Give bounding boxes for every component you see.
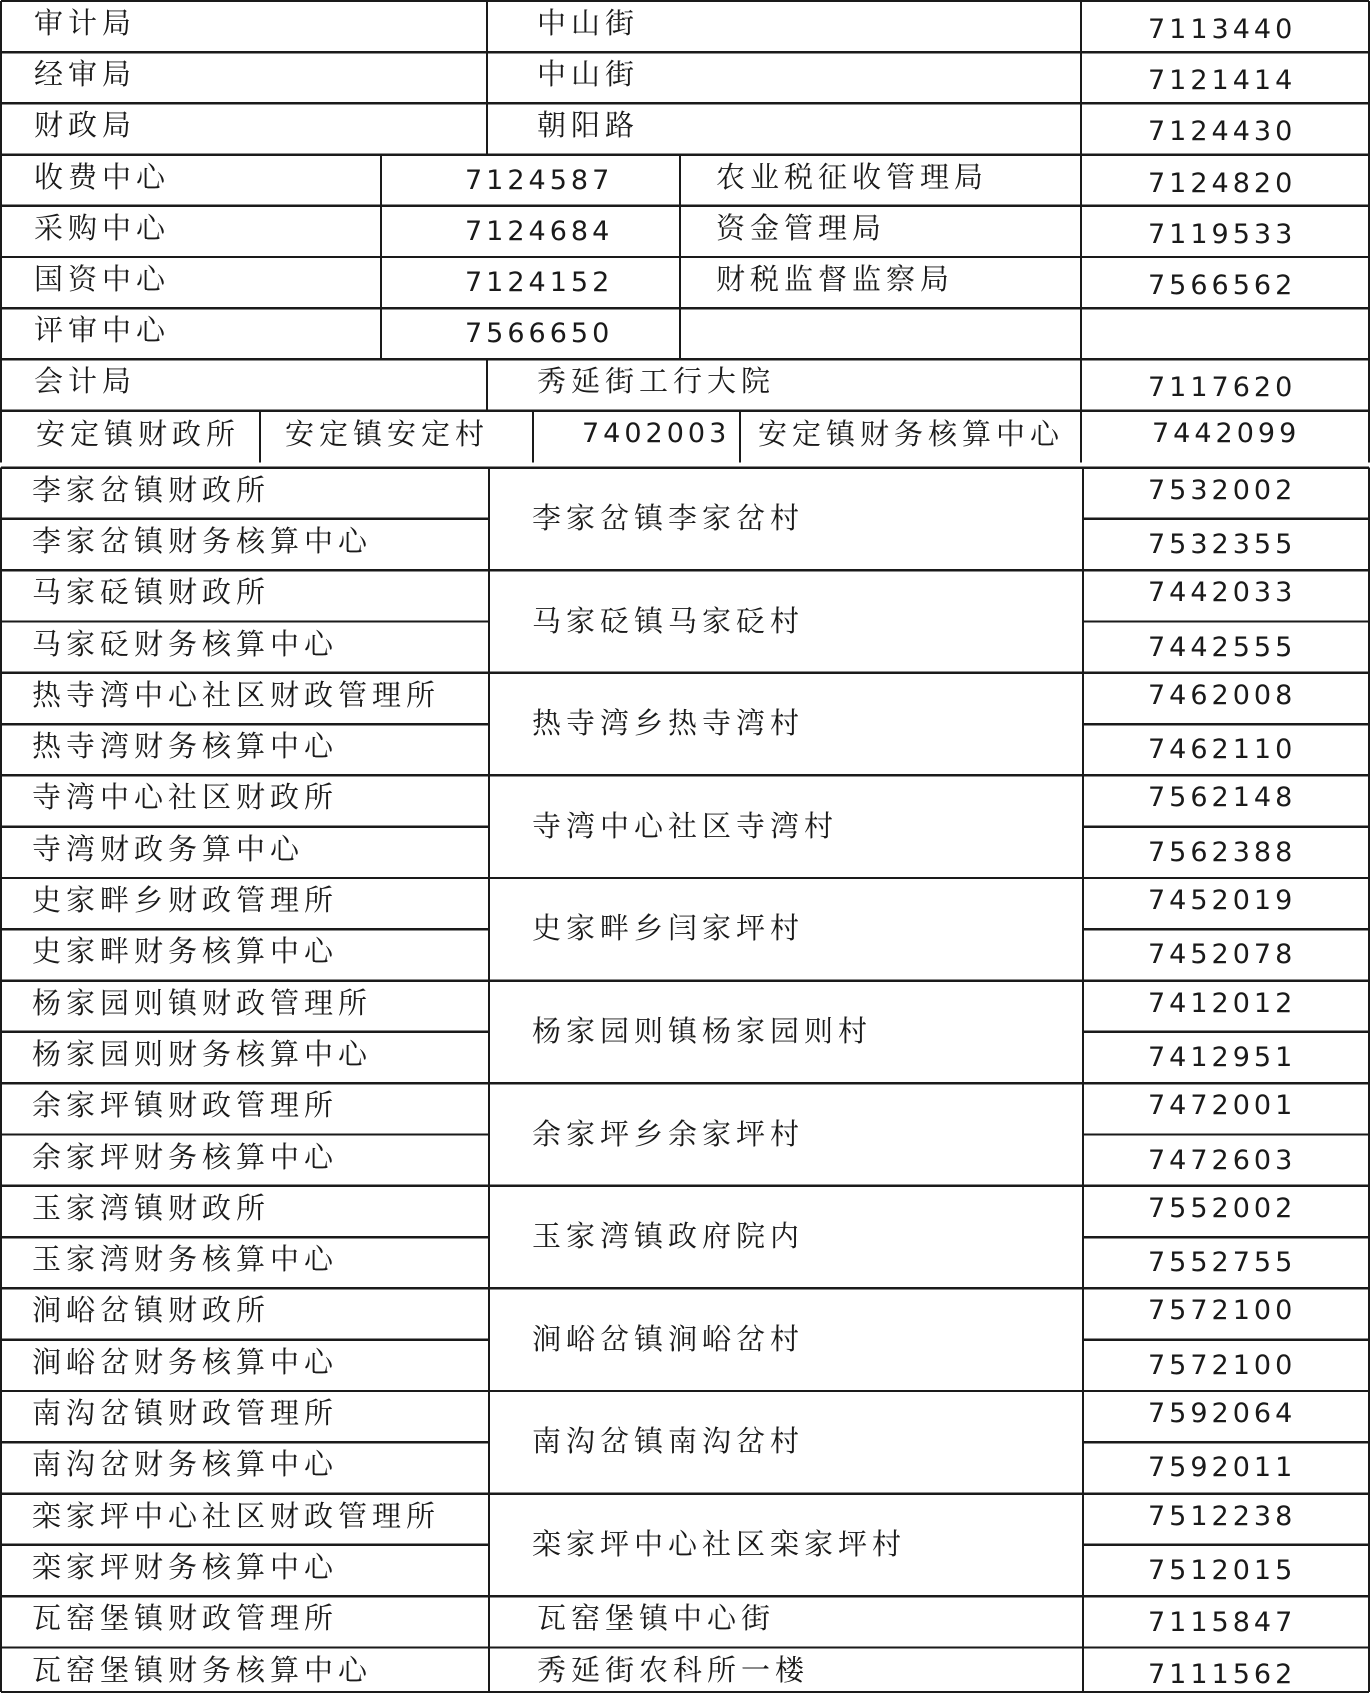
office-phone: 7121414: [1148, 65, 1297, 97]
office-phone: 7472603: [1148, 1144, 1297, 1176]
office-address: 玉家湾镇政府院内: [532, 1219, 805, 1254]
office-name: 热寺湾财务核算中心: [32, 729, 339, 764]
office-name: 农业税征收管理局: [716, 159, 989, 194]
office-phone: 7562388: [1148, 836, 1297, 868]
office-name: 涧峪岔镇财政所: [32, 1293, 271, 1328]
office-phone: 7512015: [1148, 1554, 1297, 1586]
office-address: 朝阳路: [537, 108, 640, 143]
office-name: 栾家坪中心社区财政管理所: [32, 1498, 441, 1533]
office-address: 秀延街农科所一楼: [537, 1652, 810, 1687]
office-name: 采购中心: [34, 210, 171, 245]
office-name: 玉家湾财务核算中心: [32, 1242, 339, 1277]
office-phone: 7402003: [582, 417, 731, 449]
office-phone: 7124820: [1148, 167, 1297, 199]
office-address: 栾家坪中心社区栾家坪村: [532, 1526, 907, 1561]
office-name: 审计局: [34, 6, 137, 40]
office-address: 寺湾中心社区寺湾村: [532, 808, 839, 843]
office-phone: 7452019: [1148, 885, 1297, 916]
office-phone: 7572100: [1148, 1295, 1297, 1327]
office-name: 寺湾中心社区财政所: [32, 780, 339, 815]
office-name: 瓦窑堡镇财政管理所: [32, 1601, 339, 1636]
office-phone: 7552002: [1148, 1192, 1297, 1224]
office-name: 李家岔镇财政所: [32, 472, 271, 507]
office-phone: 7566650: [465, 318, 614, 350]
office-phone: 7452078: [1148, 939, 1297, 971]
office-phone: 7462008: [1148, 679, 1297, 711]
office-address: 马家砭镇马家砭村: [532, 603, 805, 638]
office-phone: 7472001: [1148, 1090, 1297, 1122]
office-phone: 7119533: [1148, 218, 1297, 250]
office-phone: 7442555: [1148, 631, 1297, 663]
office-address: 热寺湾乡热寺湾村: [532, 706, 805, 741]
office-name: 瓦窑堡镇财务核算中心: [32, 1652, 373, 1687]
office-name: 经审局: [34, 57, 137, 92]
office-phone: 7572100: [1148, 1349, 1297, 1381]
office-name: 马家砭镇财政所: [32, 575, 271, 610]
office-name: 余家坪财务核算中心: [32, 1139, 339, 1174]
office-address: 余家坪乡余家坪村: [532, 1116, 805, 1151]
office-phone: 7412012: [1148, 987, 1297, 1019]
office-address: 杨家园则镇杨家园则村: [532, 1013, 873, 1048]
office-phone: 7111562: [1148, 1658, 1297, 1690]
office-address: 安定镇安定村: [285, 416, 490, 451]
office-name: 涧峪岔财务核算中心: [32, 1344, 339, 1379]
office-name: 会计局: [34, 364, 137, 399]
office-name: 寺湾财政务算中心: [32, 831, 305, 866]
office-phone: 7124152: [465, 267, 614, 298]
office-address: 李家岔镇李家岔村: [532, 500, 805, 535]
office-name: 史家畔乡财政管理所: [32, 883, 339, 917]
office-name: 评审中心: [34, 313, 171, 348]
office-phone: 7412951: [1148, 1041, 1297, 1073]
office-name: 马家砭财务核算中心: [32, 626, 339, 661]
office-name: 史家畔财务核算中心: [32, 934, 339, 969]
office-phone: 7124684: [465, 215, 614, 247]
office-phone: 7442033: [1148, 577, 1297, 609]
office-address: 秀延街工行大院: [537, 364, 776, 399]
office-name: 热寺湾中心社区财政管理所: [32, 677, 441, 712]
office-address: 中山街: [537, 57, 640, 92]
office-name: 财税监督监察局: [716, 262, 955, 296]
office-name: 南沟岔镇财政管理所: [32, 1396, 339, 1430]
office-name: 杨家园则镇财政管理所: [32, 985, 373, 1020]
office-name: 南沟岔财务核算中心: [32, 1447, 339, 1482]
office-phone: 7115847: [1148, 1607, 1297, 1639]
office-address: 涧峪岔镇涧峪岔村: [532, 1321, 805, 1356]
office-address: 瓦窑堡镇中心街: [537, 1601, 776, 1636]
office-phone: 7113440: [1148, 14, 1297, 45]
office-phone: 7117620: [1148, 372, 1297, 404]
office-phone: 7566562: [1148, 270, 1297, 301]
office-phone: 7592011: [1148, 1452, 1297, 1484]
office-phone: 7562148: [1148, 782, 1297, 814]
office-address: 中山街: [537, 6, 640, 40]
office-phone: 7442099: [1152, 417, 1301, 449]
office-address: 史家畔乡闫家坪村: [532, 911, 805, 946]
office-name: 收费中心: [34, 159, 171, 194]
office-phone: 7512238: [1148, 1500, 1297, 1532]
office-name: 国资中心: [34, 262, 171, 296]
office-phone: 7124587: [465, 164, 614, 196]
office-name: 财政局: [34, 108, 137, 143]
office-phone: 7462110: [1148, 734, 1297, 766]
office-phone: 7592064: [1148, 1398, 1297, 1429]
office-name: 余家坪镇财政管理所: [32, 1088, 339, 1123]
office-phone: 7552755: [1148, 1247, 1297, 1279]
office-name: 杨家园则财务核算中心: [32, 1036, 373, 1071]
office-phone: 7532002: [1148, 474, 1297, 506]
office-phone: 7124430: [1148, 116, 1297, 148]
office-address: 南沟岔镇南沟岔村: [532, 1424, 805, 1459]
office-name: 李家岔镇财务核算中心: [32, 523, 373, 558]
office-phone: 7532355: [1148, 528, 1297, 560]
office-name: 安定镇财政所: [36, 416, 241, 451]
office-name: 玉家湾镇财政所: [32, 1190, 271, 1225]
office-name: 资金管理局: [716, 210, 887, 245]
office-name: 栾家坪财务核算中心: [32, 1549, 339, 1584]
office-name: 安定镇财务核算中心: [758, 416, 1065, 451]
